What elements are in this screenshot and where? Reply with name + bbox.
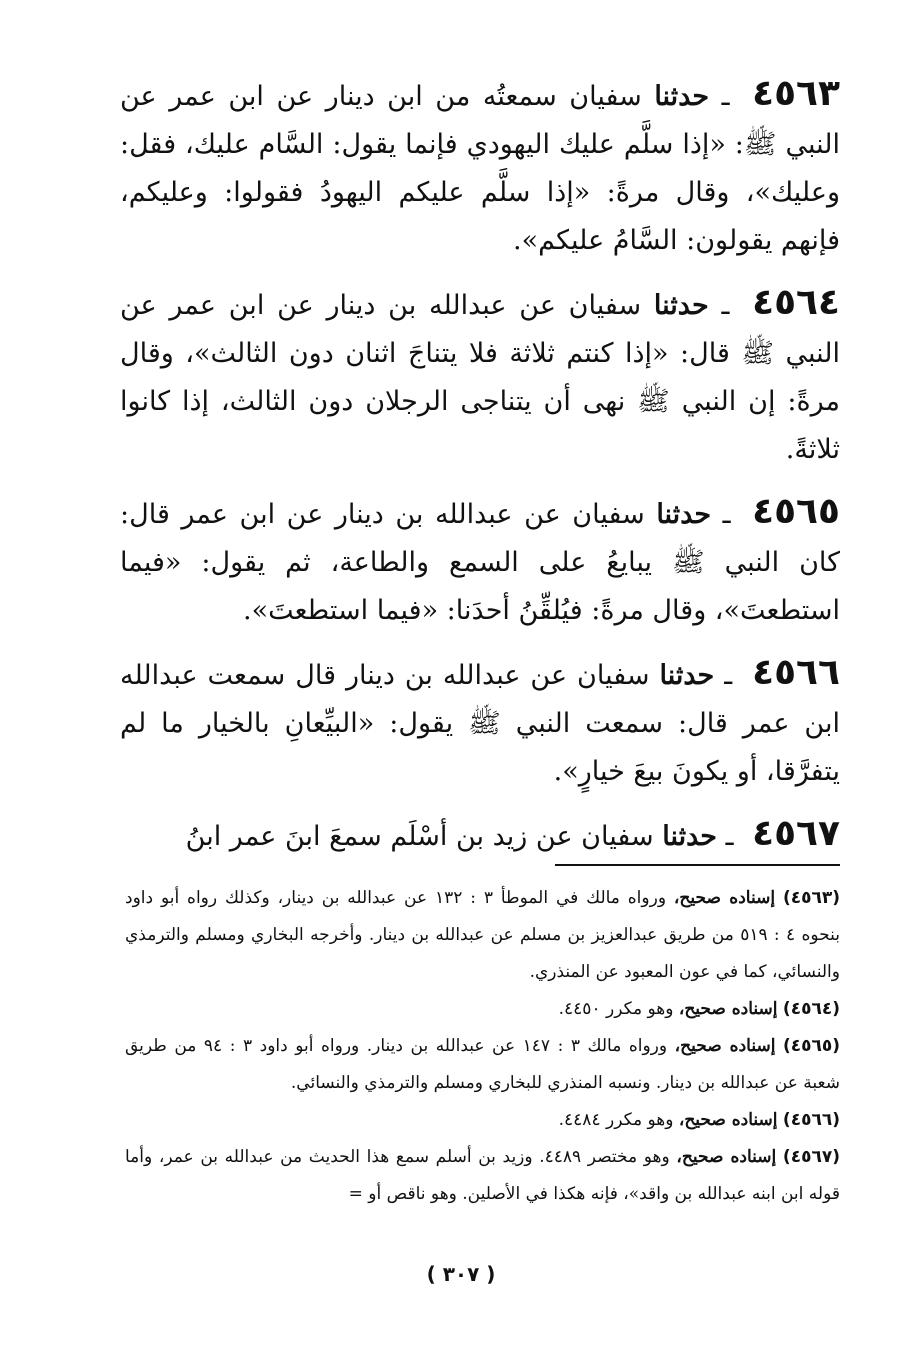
hadith-text: سفيان سمعتُه من ابن دينار عن ابن عمر عن النبي ﷺ: «إذا سلَّم عليك اليهودي فإنما يقول: السَّام عليك، فقل: وعليك»، وقال مرةً: «إذا سلَّم عليكم اليهودُ فقولوا: وعليكم، فإنهم يقولون: السَّامُ عليكم». xyxy=(120,81,840,256)
footnote-4566 xyxy=(125,1102,840,1139)
hadith-lead: حدثنا xyxy=(654,81,710,112)
hadith-dash: ـ xyxy=(722,499,731,530)
hadith-4565 xyxy=(120,488,840,635)
hadith-text: سفيان عن عبدالله بن دينار عن ابن عمر قال: كان النبي ﷺ يبايعُ على السمع والطاعة، ثم يقول: «فيما استطعتَ»، وقال مرةً: فيُلقِّنُ أحدَنا: «فيما استطعتَ». xyxy=(120,499,840,626)
hadith-number: ٤٥٦٦ xyxy=(752,652,840,693)
footnote-text: وهو مختصر ٤٤٨٩. وزيد بن أسلم سمع هذا الحديث من عبدالله بن عمر، وأما قوله ابن ابنه عبدالله بن واقد»، فإنه هكذا في الأصلين. وهو ناقص أو = xyxy=(125,1147,840,1204)
hadith-number: ٤٥٦٣ xyxy=(752,73,840,114)
hadith-text: سفيان عن عبدالله بن دينار عن ابن عمر عن النبي ﷺ قال: «إذا كنتم ثلاثة فلا يتناجَ اثنان دون الثالث»، وقال مرةً: إن النبي ﷺ نهى أن يتناجى الرجلان دون الثالث، إذا كانوا ثلاثةً. xyxy=(120,290,840,465)
footnote-lead: إسناده صحيح، xyxy=(673,888,776,908)
hadith-lead: حدثنا xyxy=(656,499,712,530)
footnote-number: (٤٥٦٧) xyxy=(782,1147,840,1167)
footnote-number: (٤٥٦٣) xyxy=(782,888,841,908)
footnote-lead: إسناده صحيح، xyxy=(678,1110,778,1130)
footnote-4564 xyxy=(125,991,840,1028)
hadith-4563 xyxy=(120,70,840,265)
hadith-4564 xyxy=(120,279,840,474)
footnote-text: ورواه مالك ٣ : ١٤٧ عن عبدالله بن دينار. ورواه أبو داود ٣ : ٩٤ من طريق شعبة عن عبدالله بن دينار. ونسبه المنذري للبخاري ومسلم والترمذي والنسائي. xyxy=(125,1036,840,1093)
hadith-dash: ـ xyxy=(721,81,730,112)
footnote-number: (٤٥٦٥) xyxy=(782,1036,841,1056)
footnote-separator xyxy=(555,864,840,866)
footnote-lead: إسناده صحيح، xyxy=(674,1036,776,1056)
footnote-4563 xyxy=(125,880,840,991)
hadith-text: سفيان عن زيد بن أسْلَم سمعَ ابنَ عمر ابنُ xyxy=(185,821,654,852)
hadith-number: ٤٥٦٥ xyxy=(752,491,840,532)
footnote-4565 xyxy=(125,1028,840,1102)
footnote-4567 xyxy=(125,1139,840,1213)
main-text xyxy=(120,70,840,875)
footnote-text: وهو مكرر ٤٤٥٠. xyxy=(558,999,674,1019)
hadith-lead: حدثنا xyxy=(659,660,715,691)
hadith-number: ٤٥٦٧ xyxy=(752,813,840,854)
footnotes xyxy=(125,820,840,1213)
hadith-dash: ـ xyxy=(721,290,730,321)
footnote-number: (٤٥٦٤) xyxy=(782,999,840,1019)
footnote-lead: إسناده صحيح، xyxy=(678,999,778,1019)
footnote-text: ورواه مالك في الموطأ ٣ : ١٣٢ عن عبدالله بن دينار، وكذلك رواه أبو داود بنحوه ٤ : ٥١٩ من طريق عبدالعزيز بن مسلم عن عبدالله بن دينار. وأخرجه البخاري ومسلم والترمذي والنسائي، كما في عون المعبود عن المنذري. xyxy=(125,888,840,982)
hadith-dash: ـ xyxy=(724,660,733,691)
hadith-4566 xyxy=(120,649,840,796)
hadith-lead: حدثنا xyxy=(662,821,717,852)
footnote-text: وهو مكرر ٤٤٨٤. xyxy=(558,1110,674,1130)
hadith-text: سفيان عن عبدالله بن دينار قال سمعت عبدالله ابن عمر قال: سمعت النبي ﷺ يقول: «البيِّعانِ بالخيار ما لم يتفرَّقا، أو يكونَ بيعَ خيارٍ». xyxy=(120,660,840,787)
footnote-number: (٤٥٦٦) xyxy=(782,1110,840,1130)
hadith-number: ٤٥٦٤ xyxy=(752,282,840,323)
hadith-lead: حدثنا xyxy=(653,290,709,321)
page-number: ( ٣٠٧ ) xyxy=(426,1262,496,1286)
hadith-dash: ـ xyxy=(725,821,734,852)
footnote-lead: إسناده صحيح، xyxy=(676,1147,777,1167)
